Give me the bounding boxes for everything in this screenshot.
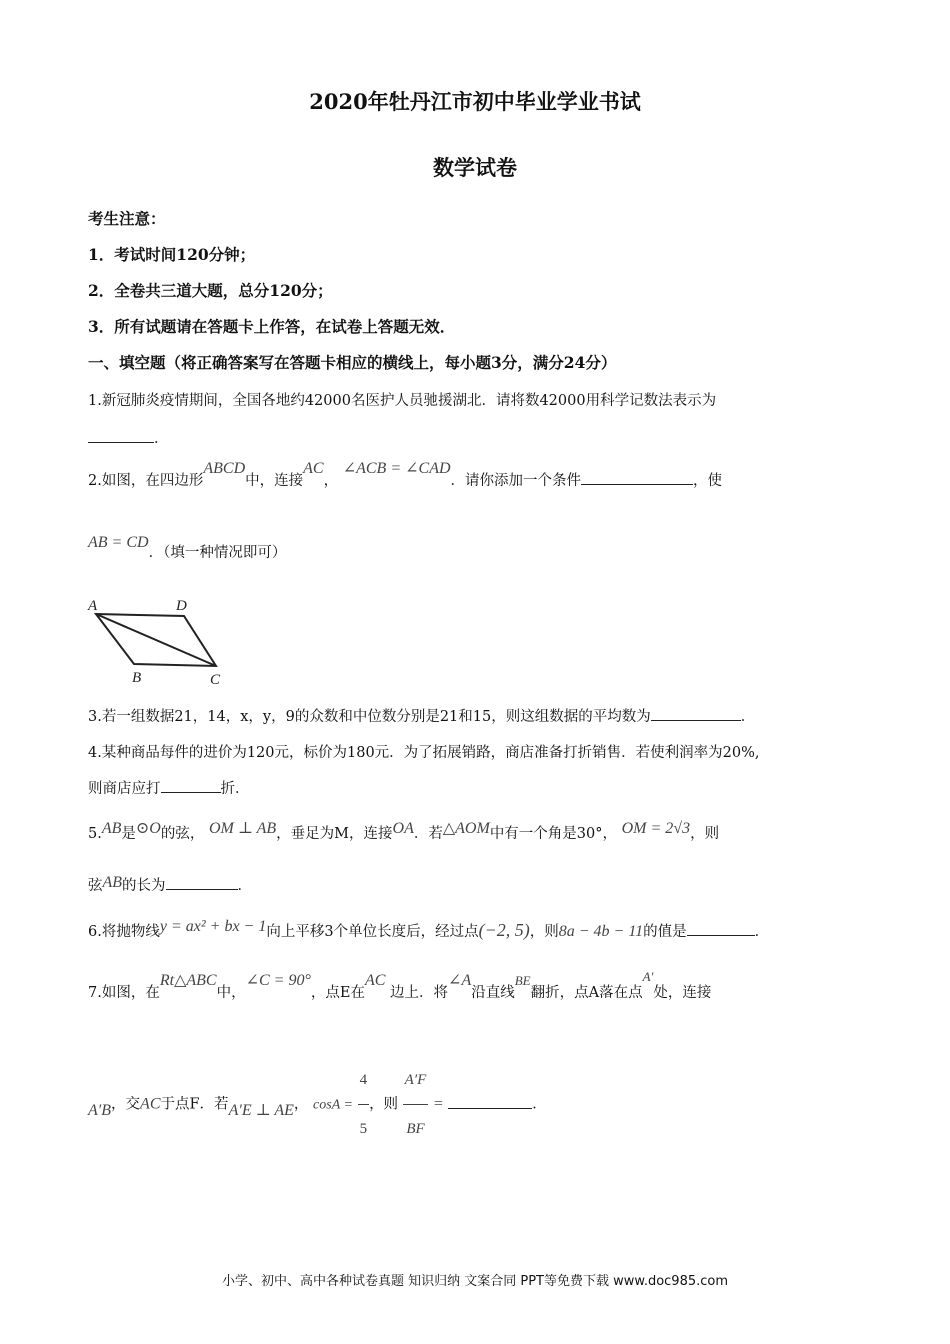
question-7-line-1: 7.如图，在Rt△ABC中，∠C = 90°，点E在AC 边上．将∠A沿直线BE翻折，点A落在点A′处，连接: [88, 969, 712, 1001]
notice-item-3: 3．所有试题请在答题卡上作答，在试卷上答题无效．: [88, 317, 456, 336]
exam-title: 2020年牡丹江市初中毕业学业书试: [309, 89, 641, 114]
fraction-4-5: $\frac{4}{5}$: [358, 1056, 370, 1153]
label-b: B: [132, 670, 142, 686]
question-6: 6.将抛物线y = ax² + bx − 1向上平移3个单位长度后，经过点(−2, 5)，则8a − 4b − 11的值是 ．: [88, 918, 770, 940]
notice-heading: 考生注意：: [88, 209, 166, 228]
label-a: A: [88, 598, 98, 614]
notice-item-2: 2．全卷共三道大题，总分120分；: [88, 281, 333, 300]
answer-blank: [687, 921, 755, 936]
question-5-line-2: 弦AB的长为 ．: [88, 874, 253, 894]
label-d: D: [176, 598, 187, 614]
question-3: 3.若一组数据21，14，x，y，9的众数和中位数分别是21和15，则这组数据的平均数为 ．: [88, 705, 755, 726]
answer-blank: [581, 470, 693, 485]
quadrilateral-figure: [86, 594, 228, 690]
answer-blank: [448, 1078, 532, 1109]
question-5-line-1: 5.AB是⊙O的弦， OM ⊥ AB，垂足为M，连接OA．若△AOM中有一个角是30°， OM = 2√3，则: [88, 820, 720, 842]
answer-blank: [651, 706, 741, 721]
exam-subtitle: 数学试卷: [433, 155, 517, 180]
question-1-text: 1.新冠肺炎疫情期间，全国各地约42000名医护人员驰援湖北．请将数42000用科学记数法表示为: [88, 393, 717, 409]
question-4-line-1: 4.某种商品每件的进价为120元，标价为180元．为了拓展销路，商店准备打折销售．若使利润率为20%,: [88, 745, 760, 761]
answer-blank: [166, 875, 238, 890]
question-4-line-2: 则商店应打 折．: [88, 777, 250, 798]
question-7-line-2: A′B，交AC于点F．若A′E ⊥ AE， cosA = $\frac{4}{5}$ ，则 $\frac{A'F}{BF}$ = ．: [88, 1056, 547, 1104]
page-footer: 小学、初中、高中各种试卷真题 知识归纳 文案合同 PPT等免费下载 www.doc985.com: [221, 1274, 729, 1289]
fraction-af-bf: $\frac{A'F}{BF}$: [403, 1056, 429, 1153]
label-c: C: [210, 672, 221, 688]
answer-blank: [88, 428, 154, 443]
section-heading: 一、填空题（将正确答案写在答题卡相应的横线上，每小题3分，满分24分）: [88, 353, 617, 372]
answer-blank: [161, 778, 221, 793]
question-1-answer-line: ．: [88, 427, 169, 448]
question-2-line-2: AB = CD．（填一种情况即可）: [88, 534, 287, 561]
notice-item-1: 1．考试时间120分钟；: [88, 245, 256, 264]
question-2-line-1: 2.如图，在四边形ABCD中，连接AC， ∠ACB = ∠CAD．请你添加一个条件 ，使: [88, 460, 723, 489]
